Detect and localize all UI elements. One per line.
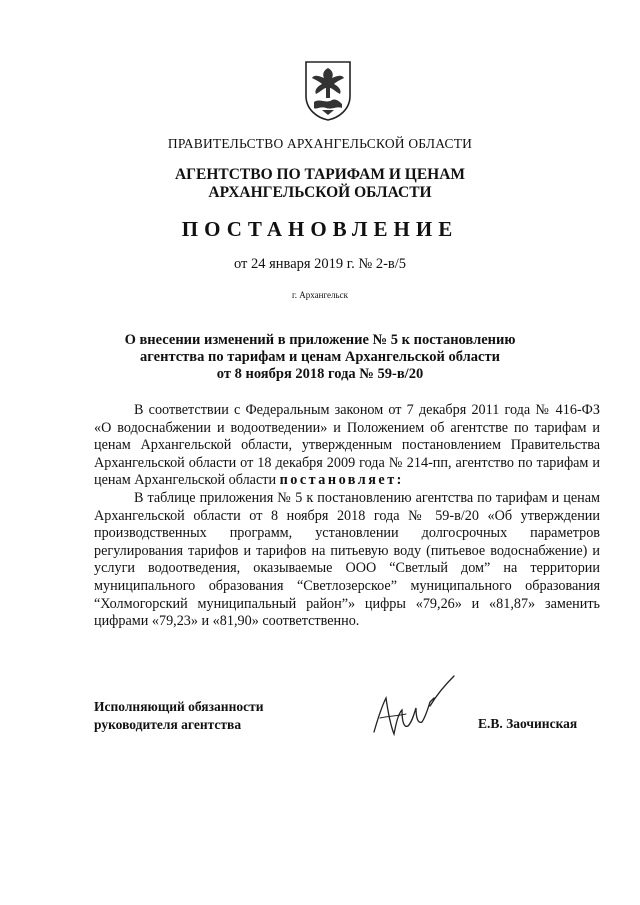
signatory-name: Е.В. Заочинская [478, 716, 578, 731]
position-line2: руководителя агентства [94, 717, 242, 732]
signatory-position [94, 698, 264, 734]
agency-name-line1: АГЕНТСТВО ПО ТАРИФАМ И ЦЕНАМ [174, 166, 466, 183]
document-subject [0, 332, 640, 383]
subject-line3: от 8 ноября 2018 года № 59-в/20 [216, 366, 424, 382]
body-paragraph-2: В таблице приложения № 5 к постановлению агентства по тарифам и ценам Архангельской области от 8 ноября 2018 года № 59-в/20 «Об утверждении производственных программ, установлении долгосрочных параметров регулирования тарифов и тарифов на питьевую воду (питьевое водоснабжение) и услуги водоотведения, оказываемые ООО “Светлый дом” на территории муниципального образования “Светлозерское” муниципального образования “Холмогорский муниципальный район”» цифры «79,26» и «81,87» заменить цифрами «79,23» и «81,90» соответственно. [94, 489, 600, 630]
document-city: г. Архангельск [292, 290, 348, 300]
handwritten-signature [364, 668, 460, 750]
paragraph-1-text: В соответствии с Федеральным законом от 7 декабря 2011 года № 416-ФЗ «О водоснабжении и водоотведении» и Положением об агентстве по тарифам и ценам Архангельской области, утвержденным постановлением Правительства Архангельской области от 18 декабря 2009 года № 214-пп, агентство по тарифам и ценам Архангельской области [94, 402, 600, 489]
agency-name-line2: АРХАНГЕЛЬСКОЙ ОБЛАСТИ [208, 184, 432, 201]
subject-line2: агентства по тарифам и ценам Архангельской области [140, 349, 500, 365]
resolves-emphasis: постановляет: [279, 472, 404, 489]
government-name: ПРАВИТЕЛЬСТВО АРХАНГЕЛЬСКОЙ ОБЛАСТИ [167, 136, 473, 151]
body-paragraph-1 [94, 402, 600, 490]
position-line1: Исполняющий обязанности [94, 699, 264, 714]
document-date-number: от 24 января 2019 г. № 2-в/5 [233, 256, 407, 272]
subject-line1: О внесении изменений в приложение № 5 к постановлению [124, 332, 516, 348]
document-type: ПОСТАНОВЛЕНИЕ [181, 217, 459, 241]
agency-name [0, 166, 640, 202]
document-body [94, 402, 600, 631]
coat-of-arms-icon [302, 58, 354, 122]
